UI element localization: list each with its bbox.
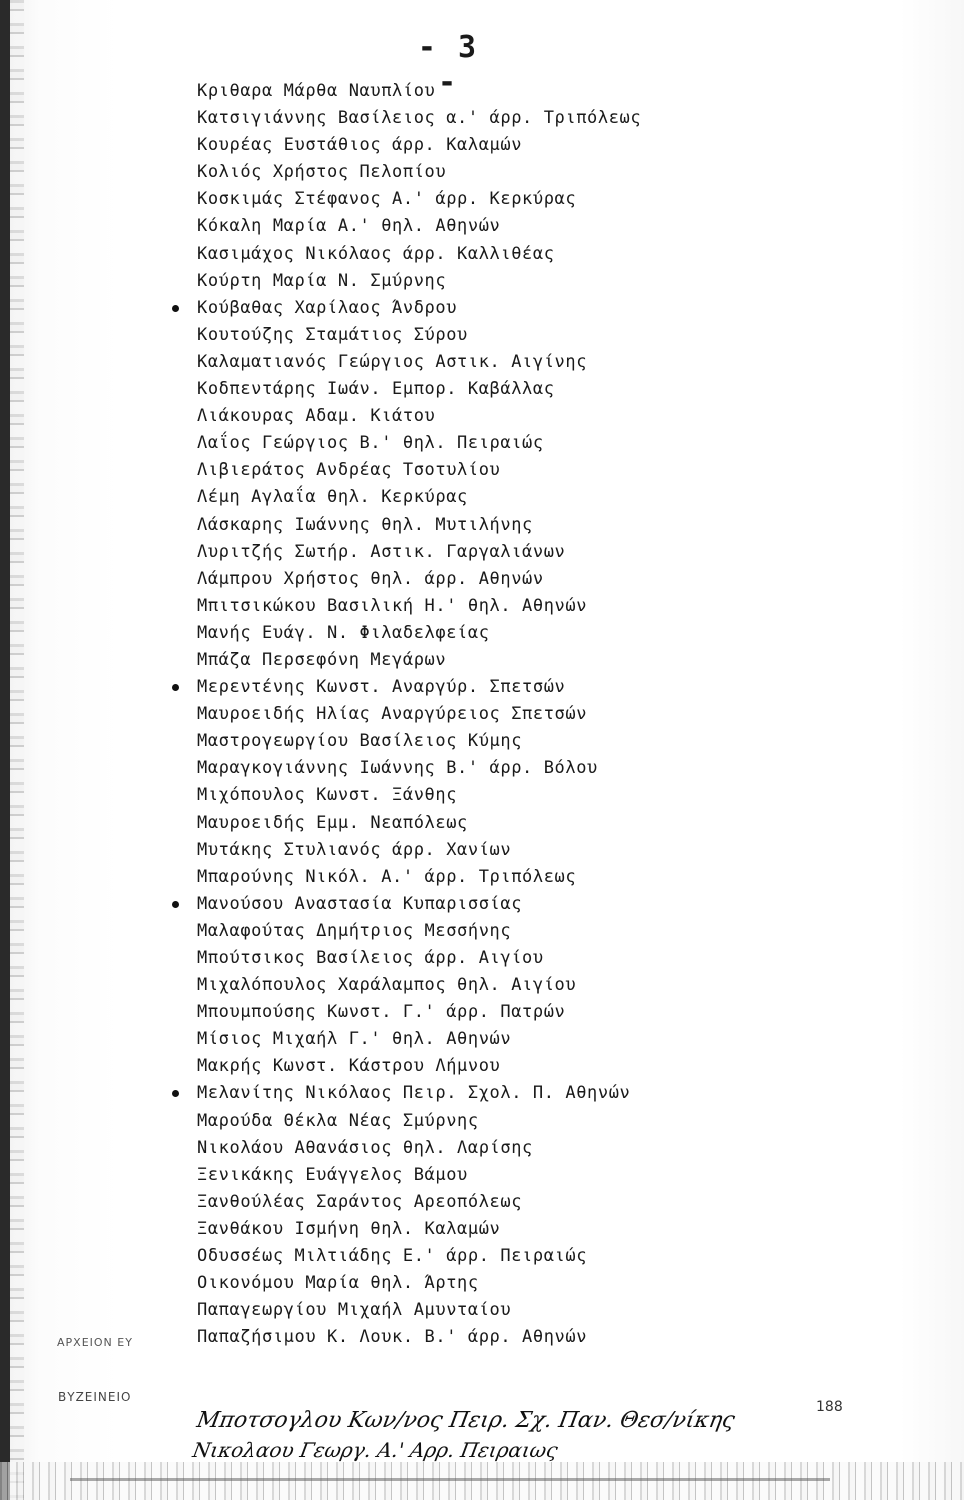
entry-text: Λιάκουρας Αδαμ. Κιάτου (197, 406, 436, 427)
entry-text: Κολιός Χρήστος Πελοπίου (197, 162, 447, 183)
list-item (0, 620, 964, 647)
entry-text: Κασιμάχος Νικόλαος άρρ. Καλλιθέας (197, 243, 555, 264)
list-item (0, 566, 964, 593)
entry-text: Μαρούδα Θέκλα Νέας Σμύρνης (197, 1110, 479, 1131)
entry-text: Κούρτη Μαρία Ν. Σμύρνης (197, 270, 447, 291)
list-item (0, 1297, 964, 1324)
entry-text: Μιχόπουλος Κωνστ. Ξάνθης (197, 785, 458, 806)
entry-text: Μπάζα Περσεφόνη Μεγάρων (197, 649, 447, 670)
list-item (0, 268, 964, 295)
list-item (0, 999, 964, 1026)
list-item (0, 782, 964, 809)
entry-text: Μπαρούνης Νικόλ. Α.' άρρ. Τριπόλεως (197, 866, 577, 887)
list-item (0, 403, 964, 430)
entry-text: Κατσιγιάννης Βασίλειος α.' άρρ. Τριπόλεως (197, 108, 642, 129)
handwritten-line-2: Νικολαου Γεωργ. Α.' Αρρ. Πειραιως (190, 1438, 560, 1462)
handwritten-line-1: Μποτσογλου Κων/νος Πειρ. Σχ. Παν. Θεσ/νίκης (194, 1408, 737, 1433)
list-item (0, 457, 964, 484)
name-list (0, 78, 964, 1351)
entry-text: Ξενικάκης Ευάγγελος Βάμου (197, 1164, 468, 1185)
entry-text: Μπούτσικος Βασίλειος άρρ. Αιγίου (197, 948, 544, 968)
list-item (0, 105, 964, 132)
archive-stamp-lower: ΒΥΖΕΙΝΕΙΟ (58, 1390, 132, 1404)
list-item (0, 1080, 964, 1107)
entry-text: Λάσκαρης Ιωάννης θηλ. Μυτιλήνης (197, 514, 533, 535)
list-item (0, 647, 964, 674)
entry-text: Κοσκιμάς Στέφανος Α.' άρρ. Κερκύρας (197, 189, 577, 210)
page-number: - 3 - (417, 30, 479, 100)
bottom-rule (70, 1478, 830, 1481)
entry-text: Λάμπρου Χρήστος θηλ. άρρ. Αθηνών (197, 568, 544, 589)
bullet-mark-icon (172, 305, 179, 312)
entry-text: Λυριτζής Σωτήρ. Αστικ. Γαργαλιάνων (197, 541, 566, 562)
entry-text: Μπιτσικώκου Βασιλική Η.' θηλ. Αθηνών (197, 595, 588, 616)
list-item (0, 864, 964, 891)
list-item (0, 78, 964, 105)
list-item (0, 728, 964, 755)
list-item (0, 349, 964, 376)
entry-text: Μαραγκογιάννης Ιωάννης Β.' άρρ. Βόλου (197, 758, 598, 779)
bullet-mark-icon (172, 901, 179, 908)
list-item (0, 376, 964, 403)
list-item (0, 918, 964, 945)
list-item (0, 891, 964, 918)
list-item (0, 1243, 964, 1270)
entry-text: Οικονόμου Μαρία θηλ. Άρτης (197, 1273, 479, 1294)
entry-text: Κοδπεντάρης Ιωάν. Εμπορ. Καβάλλας (197, 379, 555, 400)
list-item (0, 701, 964, 728)
entry-text: Παπαγεωργίου Μιχαήλ Αμυνταίου (197, 1300, 512, 1321)
entry-text: Μίσιος Μιχαήλ Γ.' θηλ. Αθηνών (197, 1029, 512, 1050)
list-item (0, 1216, 964, 1243)
entry-text: Μαυροειδής Εμμ. Νεαπόλεως (197, 812, 468, 833)
list-item (0, 755, 964, 782)
entry-text: Κόκαλη Μαρία Α.' θηλ. Αθηνών (197, 216, 501, 237)
entry-text: Λιβιεράτος Ανδρέας Τσοτυλίου (197, 460, 501, 481)
entry-text: Μαυροειδής Ηλίας Αναργύρειος Σπετσών (197, 704, 588, 725)
list-item (0, 593, 964, 620)
entry-text: Κουτούζης Σταμάτιος Σύρου (197, 324, 468, 345)
list-item (0, 430, 964, 457)
entry-text: Μερεντένης Κωνστ. Αναργύρ. Σπετσών (197, 677, 566, 698)
entry-text: Λαΐος Γεώργιος Β.' θηλ. Πειραιώς (197, 433, 544, 454)
list-item (0, 186, 964, 213)
list-item (0, 1053, 964, 1080)
entry-text: Κουρέας Ευστάθιος άρρ. Καλαμών (197, 135, 523, 156)
archive-stamp-upper: ΑΡΧΕΙΟΝ ΕΥ (57, 1336, 133, 1349)
list-item (0, 484, 964, 511)
entry-text: Παπαζήσιμου Κ. Λουκ. Β.' άρρ. Αθηνών (197, 1327, 588, 1348)
folio-number: 188 (816, 1399, 843, 1415)
list-item (0, 322, 964, 349)
entry-text: Μπουμπούσης Κωνστ. Γ.' άρρ. Πατρών (197, 1002, 566, 1023)
entry-text: Μιχαλόπουλος Χαράλαμπος θηλ. Αιγίου (197, 975, 577, 996)
entry-text: Μανούσου Αναστασία Κυπαρισσίας (197, 893, 523, 914)
entry-text: Λέμη Αγλαΐα θηλ. Κερκύρας (197, 487, 468, 508)
list-item (0, 1026, 964, 1053)
list-item (0, 674, 964, 701)
list-item (0, 295, 964, 322)
list-item (0, 1108, 964, 1135)
list-item (0, 539, 964, 566)
list-item (0, 1189, 964, 1216)
list-item (0, 1270, 964, 1297)
entry-text: Μαστρογεωργίου Βασίλειος Κύμης (197, 731, 523, 752)
list-item (0, 159, 964, 186)
entry-text: Νικολάου Αθανάσιος θηλ. Λαρίσης (197, 1137, 533, 1158)
bullet-mark-icon (172, 1090, 179, 1097)
entry-text: Οδυσσέως Μιλτιάδης Ε.' άρρ. Πειραιώς (197, 1246, 588, 1267)
list-item (0, 972, 964, 999)
list-item (0, 1162, 964, 1189)
entry-text: Κούβαθας Χαρίλαος Άνδρου (197, 297, 458, 318)
scan-noise-bottom (0, 1462, 964, 1500)
entry-text: Καλαματιανός Γεώργιος Αστικ. Αιγίνης (197, 351, 588, 372)
list-item (0, 837, 964, 864)
entry-text: Μαλαφούτας Δημήτριος Μεσσήνης (197, 920, 512, 941)
entry-text: Μακρής Κωνστ. Κάστρου Λήμνου (197, 1056, 501, 1077)
entry-text: Ξανθούλέας Σαράντος Αρεοπόλεως (197, 1191, 523, 1212)
entry-text: Κριθαρα Μάρθα Ναυπλίου (197, 81, 436, 101)
entry-text: Μανής Ευάγ. Ν. Φιλαδελφείας (197, 622, 490, 643)
list-item (0, 1135, 964, 1162)
entry-text: Ξανθάκου Ισμήνη θηλ. Καλαμών (197, 1218, 501, 1239)
list-item (0, 512, 964, 539)
bullet-mark-icon (172, 684, 179, 691)
list-item (0, 132, 964, 159)
entry-text: Μυτάκης Στυλιανός άρρ. Χανίων (197, 839, 512, 860)
list-item (0, 945, 964, 972)
list-item (0, 241, 964, 268)
entry-text: Μελανίτης Νικόλαος Πειρ. Σχολ. Π. Αθηνών (197, 1083, 631, 1104)
list-item (0, 810, 964, 837)
list-item (0, 213, 964, 240)
